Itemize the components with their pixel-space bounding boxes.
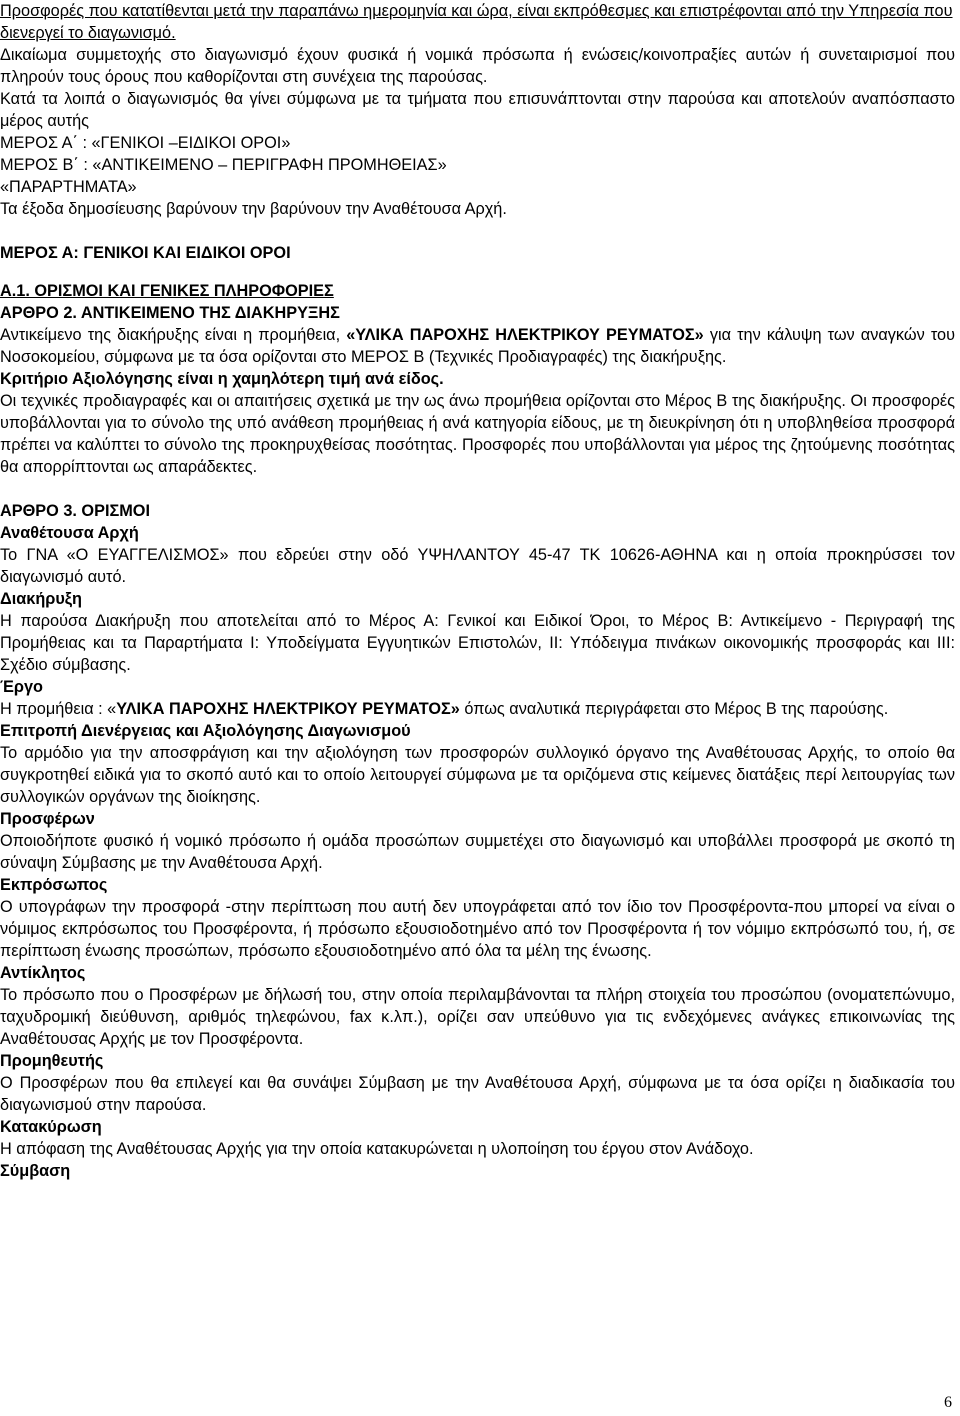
- article-2-subject-paragraph: [0, 324, 955, 368]
- definition-representative: Ο υπογράφων την προσφορά -στην περίπτωση που αυτή δεν υπογράφεται από τον ίδιο τον Προσφέροντα-που μπορεί να είναι ο νόμιμος εκπρόσωπος του Προσφέροντα, ή πρόσωπο εξουσιοδοτημένο από τον Προσφέροντα ή τον νόμιμο εκπρόσωπό του, ή, σε περίπτωση ένωσης προσώπων, πρόσωπο εξουσιοδοτημένο από όλα τα μέλη της ένωσης.: [0, 898, 955, 960]
- definition-work-text-b: όπως αναλυτικά περιγράφεται στο Μέρος Β της παρούσης.: [459, 700, 889, 718]
- definition-declaration: Η παρούσα Διακήρυξη που αποτελείται από το Μέρος Α: Γενικοί και Ειδικοί Όροι, το Μέρος Β: Αντικείμενο - Περιγραφή της Προμήθειας και τα Παραρτήματα Ι: Υποδείγματα Εγγυητικών Επιστολών, ΙΙ: Υπόδειγμα πινάκων οικονομικής προσφοράς και ΙΙΙ: Σχέδιο σύμβασης.: [0, 612, 955, 674]
- definition-contact-person: Το πρόσωπο που ο Προσφέρων με δήλωσή του, στην οποία περιλαμβάνονται τα πλήρη στοιχεία του προσώπου (ονοματεπώνυμο, ταχυδρομική διεύθυνση, αριθμός τηλεφώνου, fax κ.λπ.), ορίζει σαν υπεύθυνο για τις ενδεχόμενες ανάγκες επικοινωνίας της Αναθέτουσας Αρχής με τον Προσφέροντα.: [0, 986, 955, 1048]
- part-b-reference: ΜΕΡΟΣ Β΄ : «ΑΝΤΙΚΕΙΜΕΝΟ – ΠΕΡΙΓΡΑΦΗ ΠΡΟΜΗΘΕΙΑΣ»: [0, 156, 447, 174]
- participation-right-paragraph: Δικαίωμα συμμετοχής στο διαγωνισμό έχουν φυσικά ή νομικά πρόσωπα ή ενώσεις/κοινοπραξίες αυτών ή συνεταιρισμοί που πληρούν τους όρους που καθορίζονται στη συνέχεια της παρούσας.: [0, 46, 955, 86]
- article-2-subject-text-a: Αντικείμενο της διακήρυξης είναι η προμήθεια,: [0, 326, 347, 344]
- definition-work: [0, 698, 955, 720]
- term-declaration: Διακήρυξη: [0, 590, 83, 608]
- definition-committee: Το αρμόδιο για την αποσφράγιση και την αξιολόγηση των προσφορών συλλογικό όργανο της Αναθέτουσας Αρχής, το οποίο θα συγκροτηθεί ειδικά για το σκοπό αυτό και το οποίο λειτουργεί σύμφωνα με τα οριζόμενα στις κείμενες διατάξεις περί λειτουργίας των συλλογικών οργάνων της διοίκησης.: [0, 744, 955, 806]
- part-a-reference: ΜΕΡΟΣ Α΄ : «ΓΕΝΙΚΟΙ –ΕΙΔΙΚΟΙ ΟΡΟΙ»: [0, 134, 291, 152]
- publication-costs-note: Τα έξοδα δημοσίευσης βαρύνουν την βαρύνουν την Αναθέτουσα Αρχή.: [0, 200, 507, 218]
- article-2-subject-title: «ΥΛΙΚΑ ΠΑΡΟΧΗΣ ΗΛΕΚΤΡΙΚΟΥ ΡΕΥΜΑΤΟΣ»: [346, 326, 704, 344]
- section-a1-heading: Α.1. ΟΡΙΣΜΟΙ ΚΑΙ ΓΕΝΙΚΕΣ ΠΛΗΡΟΦΟΡΙΕΣ: [0, 282, 334, 300]
- evaluation-criterion: Κριτήριο Αξιολόγησης είναι η χαμηλότερη τιμή ανά είδος.: [0, 370, 444, 388]
- definition-work-text-a: Η προμήθεια : «: [0, 700, 117, 718]
- term-representative: Εκπρόσωπος: [0, 876, 108, 894]
- part-a-heading: ΜΕΡΟΣ Α: ΓΕΝΙΚΟΙ ΚΑΙ ΕΙΔΙΚΟΙ ΟΡΟΙ: [0, 244, 291, 262]
- annexes-reference: «ΠΑΡΑΡΤΗΜΑΤΑ»: [0, 178, 137, 196]
- definition-supplier: Ο Προσφέρων που θα επιλεγεί και θα συνάψει Σύμβαση με την Αναθέτουσα Αρχή, σύμφωνα με τα όσα ορίζει η διαδικασία του διαγωνισμού στην παρούσα.: [0, 1074, 955, 1114]
- article-2-subject-text-b: για την κάλυψη των αναγκών του Νοσοκομείου, σύμφωνα με τα όσα ορίζονται στο ΜΕΡΟΣ Β (Τεχνικές Προδιαγραφές) της διακήρυξης.: [0, 326, 955, 366]
- term-contract: Σύμβαση: [0, 1162, 71, 1180]
- late-submission-note: Προσφορές που κατατίθενται μετά την παραπάνω ημερομηνία και ώρα, είναι εκπρόθεσμες και επιστρέφονται από την Υπηρεσία που διενεργεί το διαγωνισμό.: [0, 2, 953, 42]
- term-bidder: Προσφέρων: [0, 810, 95, 828]
- term-committee: Επιτροπή Διενέργειας και Αξιολόγησης Διαγωνισμού: [0, 722, 411, 740]
- definition-award: Η απόφαση της Αναθέτουσας Αρχής για την οποία κατακυρώνεται η υλοποίηση του έργου στον Ανάδοχο.: [0, 1140, 754, 1158]
- term-contact-person: Αντίκλητος: [0, 964, 86, 982]
- page-number: 6: [944, 1394, 952, 1411]
- article-3-heading: ΑΡΘΡΟ 3. ΟΡΙΣΜΟΙ: [0, 502, 150, 520]
- term-work: Έργο: [0, 678, 43, 696]
- definition-work-title: ΥΛΙΚΑ ΠΑΡΟΧΗΣ ΗΛΕΚΤΡΙΚΟΥ ΡΕΥΜΑΤΟΣ»: [116, 700, 460, 718]
- term-supplier: Προμηθευτής: [0, 1052, 104, 1070]
- term-contracting-authority: Αναθέτουσα Αρχή: [0, 524, 139, 542]
- article-2-specifications-paragraph: Οι τεχνικές προδιαγραφές και οι απαιτήσεις σχετικά με την ως άνω προμήθεια ορίζονται στο Μέρος Β της διακήρυξης. Οι προσφορές υποβάλλονται για το σύνολο της υπό ανάθεση προμήθειας ή ανά κατηγορία είδους, με τη διευκρίνηση ότι η υποβληθείσα προσφορά πρέπει να καλύπτει το σύνολο της προκηρυχθείσας ποσότητας. Προσφορές που υποβάλλονται για μέρος της ζητούμενης ποσότητας θα απορρίπτονται ως απαράδεκτες.: [0, 392, 955, 476]
- parts-intro-paragraph: Κατά τα λοιπά ο διαγωνισμός θα γίνει σύμφωνα με τα τμήματα που επισυνάπτονται στην παρούσα και αποτελούν αναπόσπαστο μέρος αυτής: [0, 90, 955, 130]
- definition-contracting-authority: Το ΓΝΑ «Ο ΕΥΑΓΓΕΛΙΣΜΟΣ» που εδρεύει στην οδό ΥΨΗΛΑΝΤΟΥ 45-47 ΤΚ 10626-ΑΘΗΝΑ και η οποία προκηρύσσει τον διαγωνισμό αυτό.: [0, 546, 955, 586]
- term-award: Κατακύρωση: [0, 1118, 102, 1136]
- definition-bidder: Οποιοδήποτε φυσικό ή νομικό πρόσωπο ή ομάδα προσώπων συμμετέχει στο διαγωνισμό και υποβάλλει προσφορά με σκοπό τη σύναψη Σύμβασης με την Αναθέτουσα Αρχή.: [0, 832, 955, 872]
- article-2-heading: ΑΡΘΡΟ 2. ΑΝΤΙΚΕΙΜΕΝΟ ΤΗΣ ΔΙΑΚΗΡΥΞΗΣ: [0, 304, 340, 322]
